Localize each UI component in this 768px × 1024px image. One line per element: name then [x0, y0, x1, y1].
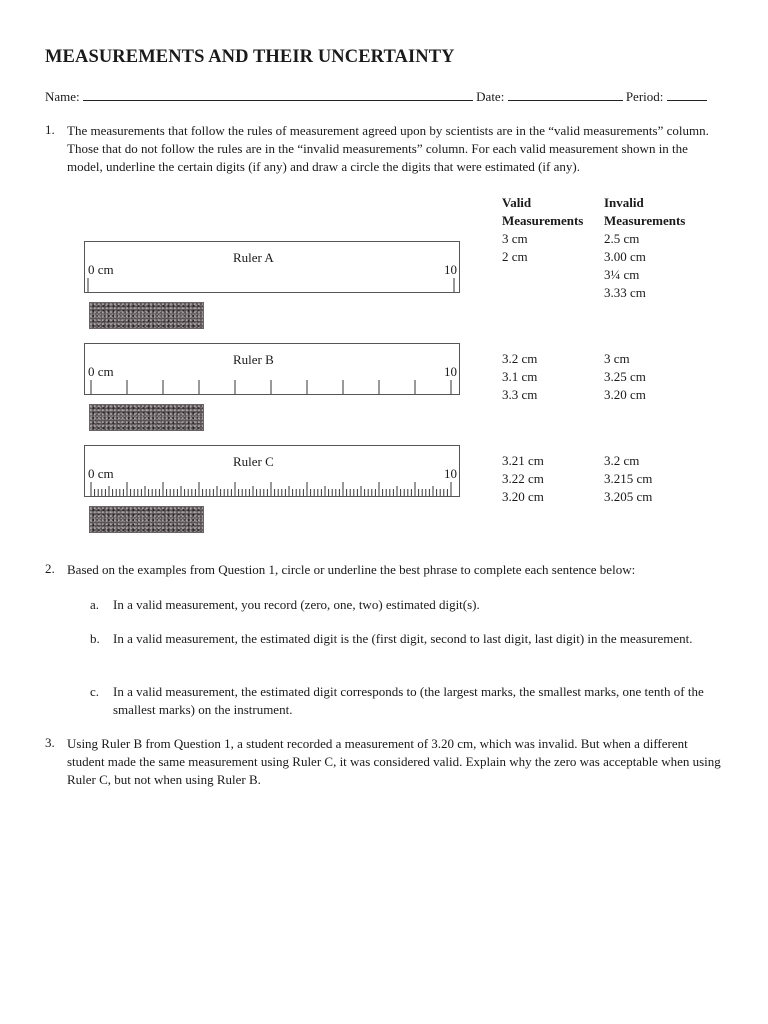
q3-number: 3.: [45, 735, 55, 750]
date-label: Date:: [476, 89, 505, 104]
invalid-header-line1: Invalid: [604, 195, 644, 210]
row-b-valid: [502, 350, 537, 404]
q1-text: The measurements that follow the rules of measurement agreed upon by scientists are in the “valid measurements” column. Those that do not follow the rules are in the “invalid measurements” column. For each valid measurement shown in the model, underline the certain digits (if any) and draw a circle the digits that were estimated (if any).: [67, 123, 709, 174]
ruler-a-end: 10: [444, 262, 457, 277]
invalid-measurement: 3.215 cm: [604, 471, 653, 486]
name-field[interactable]: [83, 88, 473, 101]
valid-measurement: 3 cm: [502, 231, 528, 246]
page-title: MEASUREMENTS AND THEIR UNCERTAINTY: [45, 47, 455, 67]
q1-number: 1.: [45, 122, 55, 137]
name-label: Name:: [45, 89, 80, 104]
row-c-invalid: [604, 452, 652, 506]
ruler-b: [84, 343, 460, 395]
valid-header: [502, 194, 583, 230]
invalid-measurement: 3.25 cm: [604, 369, 646, 384]
period-field[interactable]: [667, 88, 707, 101]
ruler-a-title: Ruler A: [233, 250, 274, 265]
invalid-measurement: 3¼ cm: [604, 267, 640, 282]
q2c-text: In a valid measurement, the estimated digit corresponds to (the largest marks, the smallest marks, one tenth of the smallest marks) on the instrument.: [113, 684, 704, 717]
row-a-invalid: [604, 230, 646, 302]
invalid-measurement: 3.205 cm: [604, 489, 653, 504]
row-b-invalid: [604, 350, 646, 404]
invalid-measurement: 3.2 cm: [604, 453, 640, 468]
ruler-c: [84, 445, 460, 497]
invalid-measurement: 3 cm: [604, 351, 630, 366]
object-bar-a: [89, 302, 204, 329]
valid-measurement: 3.22 cm: [502, 471, 544, 486]
q2b-text: In a valid measurement, the estimated digit is the (first digit, second to last digit, last digit) in the measurement.: [113, 631, 693, 646]
ruler-c-ticks: [85, 446, 459, 496]
valid-measurement: 2 cm: [502, 249, 528, 264]
invalid-header: [604, 194, 685, 230]
q2a-letter: a.: [90, 597, 100, 612]
ruler-a-start: 0 cm: [88, 262, 114, 277]
date-field[interactable]: [508, 88, 623, 101]
invalid-measurement: 3.00 cm: [604, 249, 646, 264]
row-a-valid: [502, 230, 528, 266]
object-bar-b: [89, 404, 204, 431]
ruler-a: [84, 241, 460, 293]
valid-measurement: 3.2 cm: [502, 351, 538, 366]
ruler-c-start: 0 cm: [88, 466, 114, 481]
ruler-b-end: 10: [444, 364, 457, 379]
invalid-measurement: 3.20 cm: [604, 387, 646, 402]
valid-measurement: 3.1 cm: [502, 369, 538, 384]
invalid-measurement: 3.33 cm: [604, 285, 646, 300]
valid-header-line2: Measurements: [502, 213, 584, 228]
invalid-header-line2: Measurements: [604, 213, 686, 228]
q2-text: Based on the examples from Question 1, circle or underline the best phrase to complete each sentence below:: [67, 562, 636, 577]
q3-text: Using Ruler B from Question 1, a student recorded a measurement of 3.20 cm, which was invalid. But when a different student made the same measurement using Ruler C, it was considered valid. Explain why the zero was acceptable when using Ruler C, but not when using Ruler B.: [67, 736, 721, 787]
valid-header-line1: Valid: [502, 195, 532, 210]
invalid-measurement: 2.5 cm: [604, 231, 640, 246]
valid-measurement: 3.21 cm: [502, 453, 544, 468]
row-c-valid: [502, 452, 544, 506]
ruler-a-ticks: [85, 242, 459, 292]
header-fields: [45, 88, 725, 105]
object-bar-c: [89, 506, 204, 533]
q2a-text: In a valid measurement, you record (zero, one, two) estimated digit(s).: [113, 597, 480, 612]
ruler-b-ticks: [85, 344, 459, 394]
ruler-b-title: Ruler B: [233, 352, 274, 367]
q2c-letter: c.: [90, 684, 100, 699]
ruler-c-title: Ruler C: [233, 454, 274, 469]
valid-measurement: 3.20 cm: [502, 489, 544, 504]
valid-measurement: 3.3 cm: [502, 387, 538, 402]
period-label: Period:: [625, 89, 664, 104]
q2b-letter: b.: [90, 631, 100, 646]
q2-number: 2.: [45, 561, 55, 576]
ruler-c-end: 10: [444, 466, 457, 481]
q3-answer-area[interactable]: [67, 800, 727, 1000]
ruler-b-start: 0 cm: [88, 364, 114, 379]
